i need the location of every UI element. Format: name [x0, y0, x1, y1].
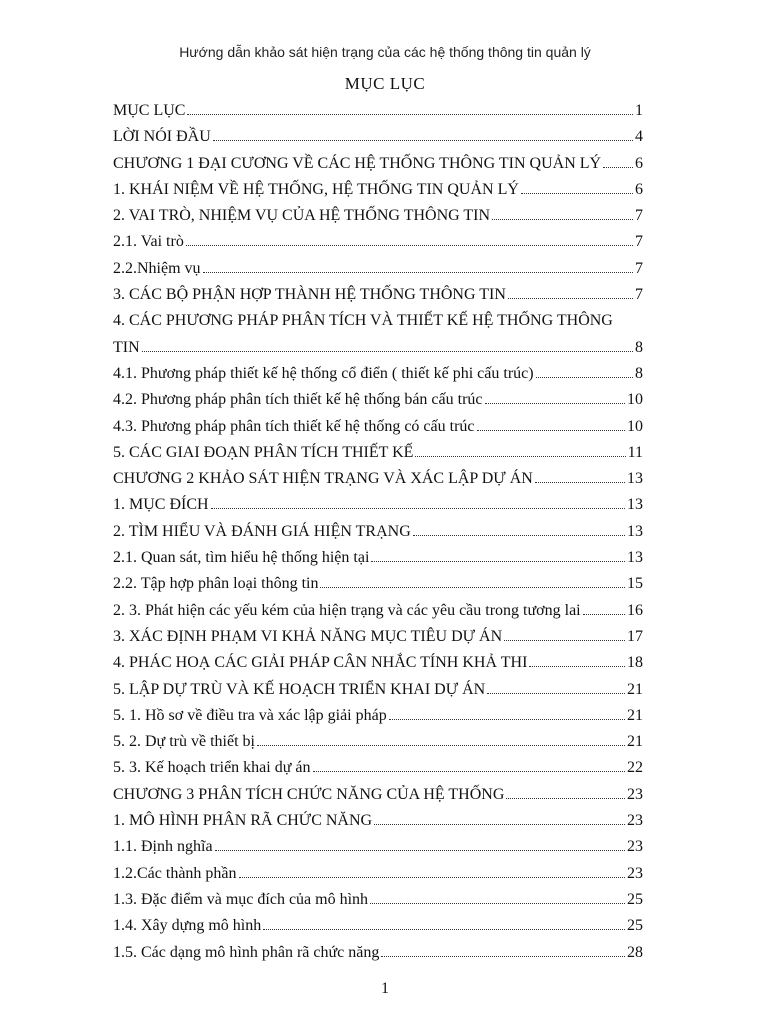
- toc-entry-label: CHƯƠNG 2 KHẢO SÁT HIỆN TRẠNG VÀ XÁC LẬP DỰ ÁN: [113, 470, 533, 488]
- toc-entry-label: 4.2. Phương pháp phân tích thiết kế hệ thống bán cấu trúc: [113, 391, 483, 409]
- toc-entry-label: 1.2.Các thành phần: [113, 864, 237, 882]
- dot-leader: [211, 508, 625, 509]
- toc-entry[interactable]: [113, 255, 643, 281]
- toc-entry[interactable]: [113, 912, 643, 938]
- toc-entry[interactable]: [113, 570, 643, 596]
- dot-leader: [313, 771, 626, 772]
- toc-entry[interactable]: [113, 860, 643, 886]
- toc-entry-page: 6: [635, 154, 643, 172]
- toc-entry-page: 13: [627, 522, 643, 540]
- dot-leader: [487, 693, 625, 694]
- toc-entry-label: 5. 1. Hồ sơ về điều tra và xác lập giải pháp: [113, 706, 387, 724]
- toc-entry[interactable]: [113, 623, 643, 649]
- dot-leader: [239, 877, 625, 878]
- toc-entry-page: 13: [627, 496, 643, 514]
- toc-entry-page: 1: [635, 102, 643, 119]
- dot-leader: [142, 351, 633, 352]
- toc-entry-label: CHƯƠNG 3 PHÂN TÍCH CHỨC NĂNG CỦA HỆ THỐNG: [113, 785, 505, 803]
- toc-entry-page: 16: [627, 601, 643, 619]
- dot-leader: [529, 666, 625, 667]
- toc-entry-label: CHƯƠNG 1 ĐẠI CƯƠNG VỀ CÁC HỆ THỐNG THÔNG TIN QUẢN LÝ: [113, 154, 602, 172]
- toc-entry-label: 2. TÌM HIỂU VÀ ĐÁNH GIÁ HIỆN TRẠNG: [113, 522, 411, 540]
- toc-entry-page: 7: [635, 259, 643, 277]
- toc-entry-page: 23: [627, 864, 643, 882]
- toc-entry-page: 22: [627, 759, 643, 777]
- toc-entry-label: 4. PHÁC HOẠ CÁC GIẢI PHÁP CÂN NHẮC TÍNH KHẢ THI: [113, 654, 528, 672]
- toc-entry-label: 1.5. Các dạng mô hình phân rã chức năng: [113, 943, 380, 961]
- dot-leader: [504, 640, 625, 641]
- toc-entry-page: 28: [627, 943, 643, 961]
- toc-entry[interactable]: [113, 544, 643, 570]
- toc-entry-label: LỜI NÓI ĐẦU: [113, 128, 211, 146]
- toc-entry[interactable]: [113, 807, 643, 833]
- toc-entry-page: 21: [627, 706, 643, 724]
- toc-entry[interactable]: [113, 334, 643, 360]
- toc-entry-label[interactable]: 4. CÁC PHƯƠNG PHÁP PHÂN TÍCH VÀ THIẾT KẾ HỆ THỐNG THÔNG: [113, 312, 613, 330]
- dot-leader: [583, 614, 625, 615]
- toc-entry-label: 1. MỤC ĐÍCH: [113, 496, 209, 514]
- dot-leader: [508, 298, 633, 299]
- toc-entry-page: 7: [635, 207, 643, 225]
- toc-entry-label: 1. MÔ HÌNH PHÂN RÃ CHỨC NĂNG: [113, 812, 373, 830]
- toc-entry[interactable]: [113, 676, 643, 702]
- dot-leader: [203, 272, 633, 273]
- toc-entry-page: 17: [627, 627, 643, 645]
- toc-entry-page: 25: [627, 917, 643, 935]
- toc-entry-page: 10: [627, 417, 643, 435]
- toc-entry-label: 3. XÁC ĐỊNH PHẠM VI KHẢ NĂNG MỤC TIÊU DỰ ÁN: [113, 627, 503, 645]
- dot-leader: [371, 561, 625, 562]
- dot-leader: [389, 719, 625, 720]
- toc-entry-label: 2.1. Quan sát, tìm hiểu hệ thống hiện tại: [113, 549, 370, 567]
- dot-leader: [213, 140, 633, 141]
- toc-entry[interactable]: [113, 176, 643, 202]
- toc-entry-page: 8: [635, 338, 643, 356]
- toc-entry-page: 10: [627, 391, 643, 409]
- table-of-contents: [113, 97, 643, 965]
- toc-entry-continuation: TIN: [113, 338, 140, 356]
- toc-entry[interactable]: [113, 833, 643, 859]
- toc-entry-label: MỤC LỤC: [113, 102, 186, 119]
- toc-entry[interactable]: [113, 123, 643, 149]
- toc-entry[interactable]: [113, 754, 643, 780]
- toc-entry-label: 5. CÁC GIAI ĐOẠN PHÂN TÍCH THIẾT KẾ: [113, 443, 414, 461]
- toc-entry-page: 15: [627, 575, 643, 593]
- toc-entry-label: 2. 3. Phát hiện các yếu kém của hiện trạng và các yêu cầu trong tương lai: [113, 601, 581, 619]
- toc-entry[interactable]: [113, 465, 643, 491]
- toc-entry-label: 4.1. Phương pháp thiết kế hệ thống cổ điển ( thiết kế phi cấu trúc): [113, 364, 534, 382]
- dot-leader: [415, 456, 625, 457]
- toc-entry-page: 21: [627, 680, 643, 698]
- dot-leader: [320, 587, 625, 588]
- toc-entry[interactable]: [113, 97, 643, 123]
- toc-entry[interactable]: [113, 150, 643, 176]
- toc-entry-label: 1.4. Xây dựng mô hình: [113, 917, 262, 935]
- toc-entry-page: 7: [635, 286, 643, 304]
- dot-leader: [374, 824, 625, 825]
- dot-leader: [187, 114, 633, 115]
- toc-entry-label: 1.1. Định nghĩa: [113, 838, 213, 856]
- dot-leader: [492, 219, 633, 220]
- toc-entry-page: 23: [627, 838, 643, 856]
- toc-entry[interactable]: [113, 202, 643, 228]
- toc-entry-label: 2. VAI TRÒ, NHIỆM VỤ CỦA HỆ THỐNG THÔNG TIN: [113, 207, 491, 225]
- toc-entry-page: 8: [635, 364, 643, 382]
- toc-entry-label: 4.3. Phương pháp phân tích thiết kế hệ thống có cấu trúc: [113, 417, 475, 435]
- toc-entry[interactable]: [113, 281, 643, 307]
- toc-entry-page: 21: [627, 733, 643, 751]
- toc-entry-label: 1.3. Đặc điểm và mục đích của mô hình: [113, 890, 369, 908]
- toc-entry[interactable]: [113, 386, 643, 412]
- dot-leader: [186, 245, 633, 246]
- dot-leader: [485, 403, 626, 404]
- toc-entry-page: 18: [627, 654, 643, 672]
- toc-entry[interactable]: [113, 360, 643, 386]
- dot-leader: [536, 377, 633, 378]
- toc-entry-page: 13: [627, 549, 643, 567]
- toc-entry[interactable]: [113, 939, 643, 965]
- toc-entry-label: 1. KHÁI NIỆM VỀ HỆ THỐNG, HỆ THỐNG TIN QUẢN LÝ: [113, 180, 519, 198]
- dot-leader: [381, 956, 625, 957]
- toc-entry-label: 2.2. Tập hợp phân loại thông tin: [113, 575, 319, 593]
- toc-entry-label: 2.1. Vai trò: [113, 233, 184, 251]
- toc-entry-label: 5. LẬP DỰ TRÙ VÀ KẾ HOẠCH TRIỂN KHAI DỰ ÁN: [113, 680, 486, 698]
- dot-leader: [257, 745, 625, 746]
- toc-entry-page: 4: [635, 128, 643, 146]
- toc-entry[interactable]: [113, 886, 643, 912]
- toc-entry-page: 25: [627, 890, 643, 908]
- toc-entry[interactable]: [113, 439, 643, 465]
- toc-entry[interactable]: [113, 781, 643, 807]
- toc-entry-label: 5. 3. Kế hoạch triển khai dự án: [113, 759, 311, 777]
- toc-entry-page: 6: [635, 180, 643, 198]
- toc-entry-page: 11: [627, 443, 643, 461]
- toc-entry[interactable]: [113, 228, 643, 254]
- toc-entry-page: 13: [627, 470, 643, 488]
- toc-entry-page: 7: [635, 233, 643, 251]
- toc-entry-label: 3. CÁC BỘ PHẬN HỢP THÀNH HỆ THỐNG THÔNG TIN: [113, 286, 506, 304]
- toc-entry[interactable]: [113, 649, 643, 675]
- dot-leader: [370, 903, 625, 904]
- running-header: Hướng dẫn khảo sát hiện trạng của các hệ thống thông tin quản lý: [179, 44, 591, 60]
- toc-entry[interactable]: [113, 413, 643, 439]
- toc-title: MỤC LỤC: [344, 74, 426, 93]
- toc-entry-page: 23: [627, 812, 643, 830]
- toc-entry[interactable]: [113, 728, 643, 754]
- toc-entry[interactable]: [113, 491, 643, 517]
- toc-entry[interactable]: [113, 702, 643, 728]
- toc-entry[interactable]: [113, 597, 643, 623]
- toc-entry-label: 2.2.Nhiệm vụ: [113, 259, 201, 277]
- dot-leader: [413, 535, 625, 536]
- dot-leader: [215, 850, 625, 851]
- dot-leader: [521, 193, 633, 194]
- dot-leader: [535, 482, 625, 483]
- toc-entry-page: 23: [627, 785, 643, 803]
- dot-leader: [603, 167, 633, 168]
- dot-leader: [477, 430, 626, 431]
- page-number: 1: [381, 980, 389, 997]
- dot-leader: [506, 798, 625, 799]
- toc-entry-label: 5. 2. Dự trù về thiết bị: [113, 733, 255, 751]
- toc-entry[interactable]: [113, 518, 643, 544]
- dot-leader: [263, 929, 625, 930]
